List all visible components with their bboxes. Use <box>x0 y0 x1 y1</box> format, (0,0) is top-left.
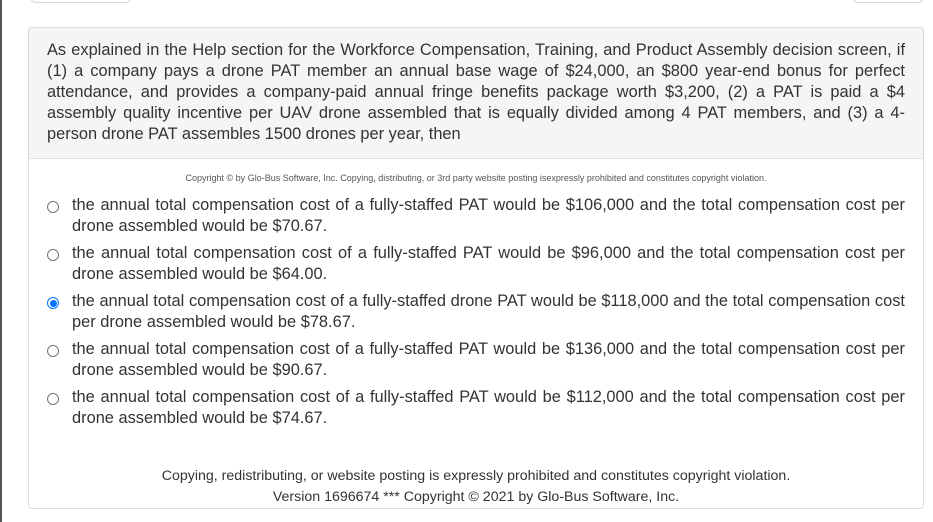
top-tab-left <box>30 0 132 3</box>
answer-option-5[interactable] <box>47 387 905 429</box>
question-card <box>28 27 924 509</box>
answer-option-3[interactable] <box>47 291 905 333</box>
left-border <box>0 0 2 522</box>
top-tab-right <box>852 0 924 3</box>
question-text: As explained in the Help section for the Workforce Compensation, Training, and Product Assembly decision screen, if (1) a company pays a drone PAT member an annual base wage of $24,000, an $800 year-end bonus for perfect attendance, and provides a company-paid annual fringe benefits package worth $3,200, (2) a PAT is paid a $4 assembly quality incentive per UAV drone assembled that is equally divided among 4 PAT members, and (3) a 4-person drone PAT assembles 1500 drones per year, then <box>47 41 905 143</box>
answer-option-4[interactable] <box>47 339 905 381</box>
answer-option-2-text[interactable]: the annual total compensation cost of a fully-staffed PAT would be $96,000 and the total compensation cost per drone assembled would be $64.00. <box>72 244 905 283</box>
radio-button-1[interactable] <box>47 201 59 213</box>
footer <box>29 466 923 508</box>
answer-option-1[interactable] <box>47 195 905 237</box>
radio-button-3[interactable] <box>47 297 59 309</box>
footer-version: Version 1696674 *** Copyright © 2021 by Glo-Bus Software, Inc. <box>272 489 680 505</box>
answer-option-2[interactable] <box>47 243 905 285</box>
radio-button-2[interactable] <box>47 249 59 261</box>
radio-button-4[interactable] <box>47 345 59 357</box>
answer-options <box>29 195 923 429</box>
footer-copy-notice: Copying, redistributing, or website posting is expressly prohibited and constitutes copyright violation. <box>161 468 791 484</box>
answer-option-5-text[interactable]: the annual total compensation cost of a fully-staffed PAT would be $112,000 and the total compensation cost per drone assembled would be $74.67. <box>72 388 905 427</box>
radio-button-5[interactable] <box>47 393 59 405</box>
question-panel <box>29 28 923 159</box>
copyright-notice: Copyright © by Glo-Bus Software, Inc. Copying, distributing, or 3rd party website posting isexpressly prohibited and constitutes copyright violation. <box>185 173 767 183</box>
answer-option-1-text[interactable]: the annual total compensation cost of a fully-staffed PAT would be $106,000 and the total compensation cost per drone assembled would be $70.67. <box>72 196 905 235</box>
answer-option-4-text[interactable]: the annual total compensation cost of a fully-staffed PAT would be $136,000 and the total compensation cost per drone assembled would be $90.67. <box>72 340 905 379</box>
answer-option-3-text[interactable]: the annual total compensation cost of a fully-staffed drone PAT would be $118,000 and the total compensation cost per drone assembled would be $78.67. <box>72 292 905 331</box>
